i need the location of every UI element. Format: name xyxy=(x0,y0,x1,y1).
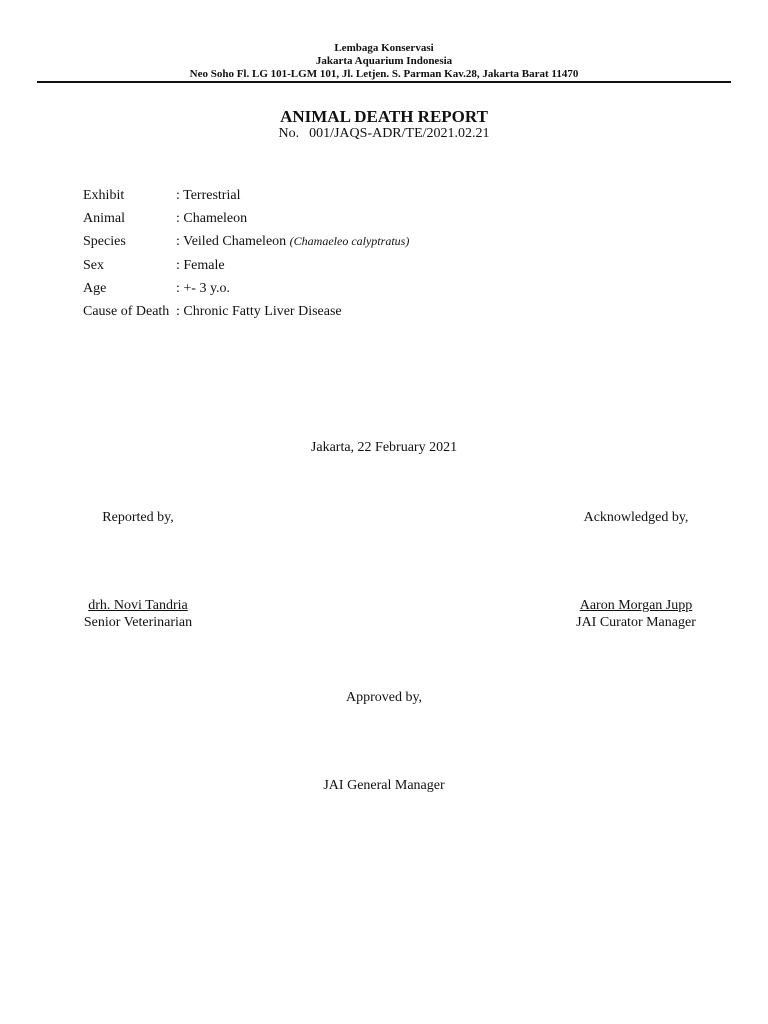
field-label: Exhibit xyxy=(83,188,125,203)
letterhead-divider xyxy=(37,81,731,83)
field-value: : Terrestrial xyxy=(176,188,241,203)
field-row-species xyxy=(83,230,409,253)
letterhead xyxy=(0,42,768,81)
report-fields xyxy=(83,184,409,323)
field-label: Sex xyxy=(83,257,104,273)
field-value: : +- 3 y.o. xyxy=(176,280,231,296)
field-label: Species xyxy=(83,234,126,250)
field-label: Cause of Death xyxy=(83,303,170,319)
field-row-exhibit xyxy=(83,184,409,207)
letterhead-organization: Jakarta Aquarium Indonesia xyxy=(315,55,453,67)
field-value: : Veiled Chameleon xyxy=(176,234,287,250)
report-number-value: 001/JAQS-ADR/TE/2021.02.21 xyxy=(309,126,490,141)
field-label: Age xyxy=(83,280,107,296)
approver-position: JAI General Manager xyxy=(323,778,445,793)
approved-by-label: Approved by, xyxy=(345,690,423,705)
acknowledged-by-label: Acknowledged by, xyxy=(583,510,689,525)
report-number xyxy=(0,126,768,142)
reporter-position: Senior Veterinarian xyxy=(83,615,193,630)
field-value: : Female xyxy=(176,257,225,273)
report-title: ANIMAL DEATH REPORT xyxy=(280,107,488,126)
acknowledger-position: JAI Curator Manager xyxy=(576,615,696,630)
field-value: : Chameleon xyxy=(176,211,248,227)
field-row-age xyxy=(83,277,409,300)
acknowledger-name: Aaron Morgan Jupp xyxy=(579,598,693,613)
reporter-name: drh. Novi Tandria xyxy=(88,598,188,613)
field-value: : Chronic Fatty Liver Disease xyxy=(176,303,342,319)
place-date: Jakarta, 22 February 2021 xyxy=(310,440,458,455)
letterhead-address: Neo Soho Fl. LG 101-LGM 101, Jl. Letjen. S. Parman Kav.28, Jakarta Barat 11470 xyxy=(189,68,579,80)
reported-by-label: Reported by, xyxy=(102,510,174,525)
letterhead-institution: Lembaga Konservasi xyxy=(334,42,434,54)
field-row-sex xyxy=(83,254,409,277)
reported-by-block xyxy=(83,509,193,631)
scientific-name: (Chamaeleo calyptratus) xyxy=(289,234,410,249)
acknowledged-by-block xyxy=(571,509,701,631)
report-number-label: No. xyxy=(278,126,300,141)
field-row-cause-of-death xyxy=(83,300,409,323)
field-row-animal xyxy=(83,207,409,230)
field-label: Animal xyxy=(83,211,125,227)
